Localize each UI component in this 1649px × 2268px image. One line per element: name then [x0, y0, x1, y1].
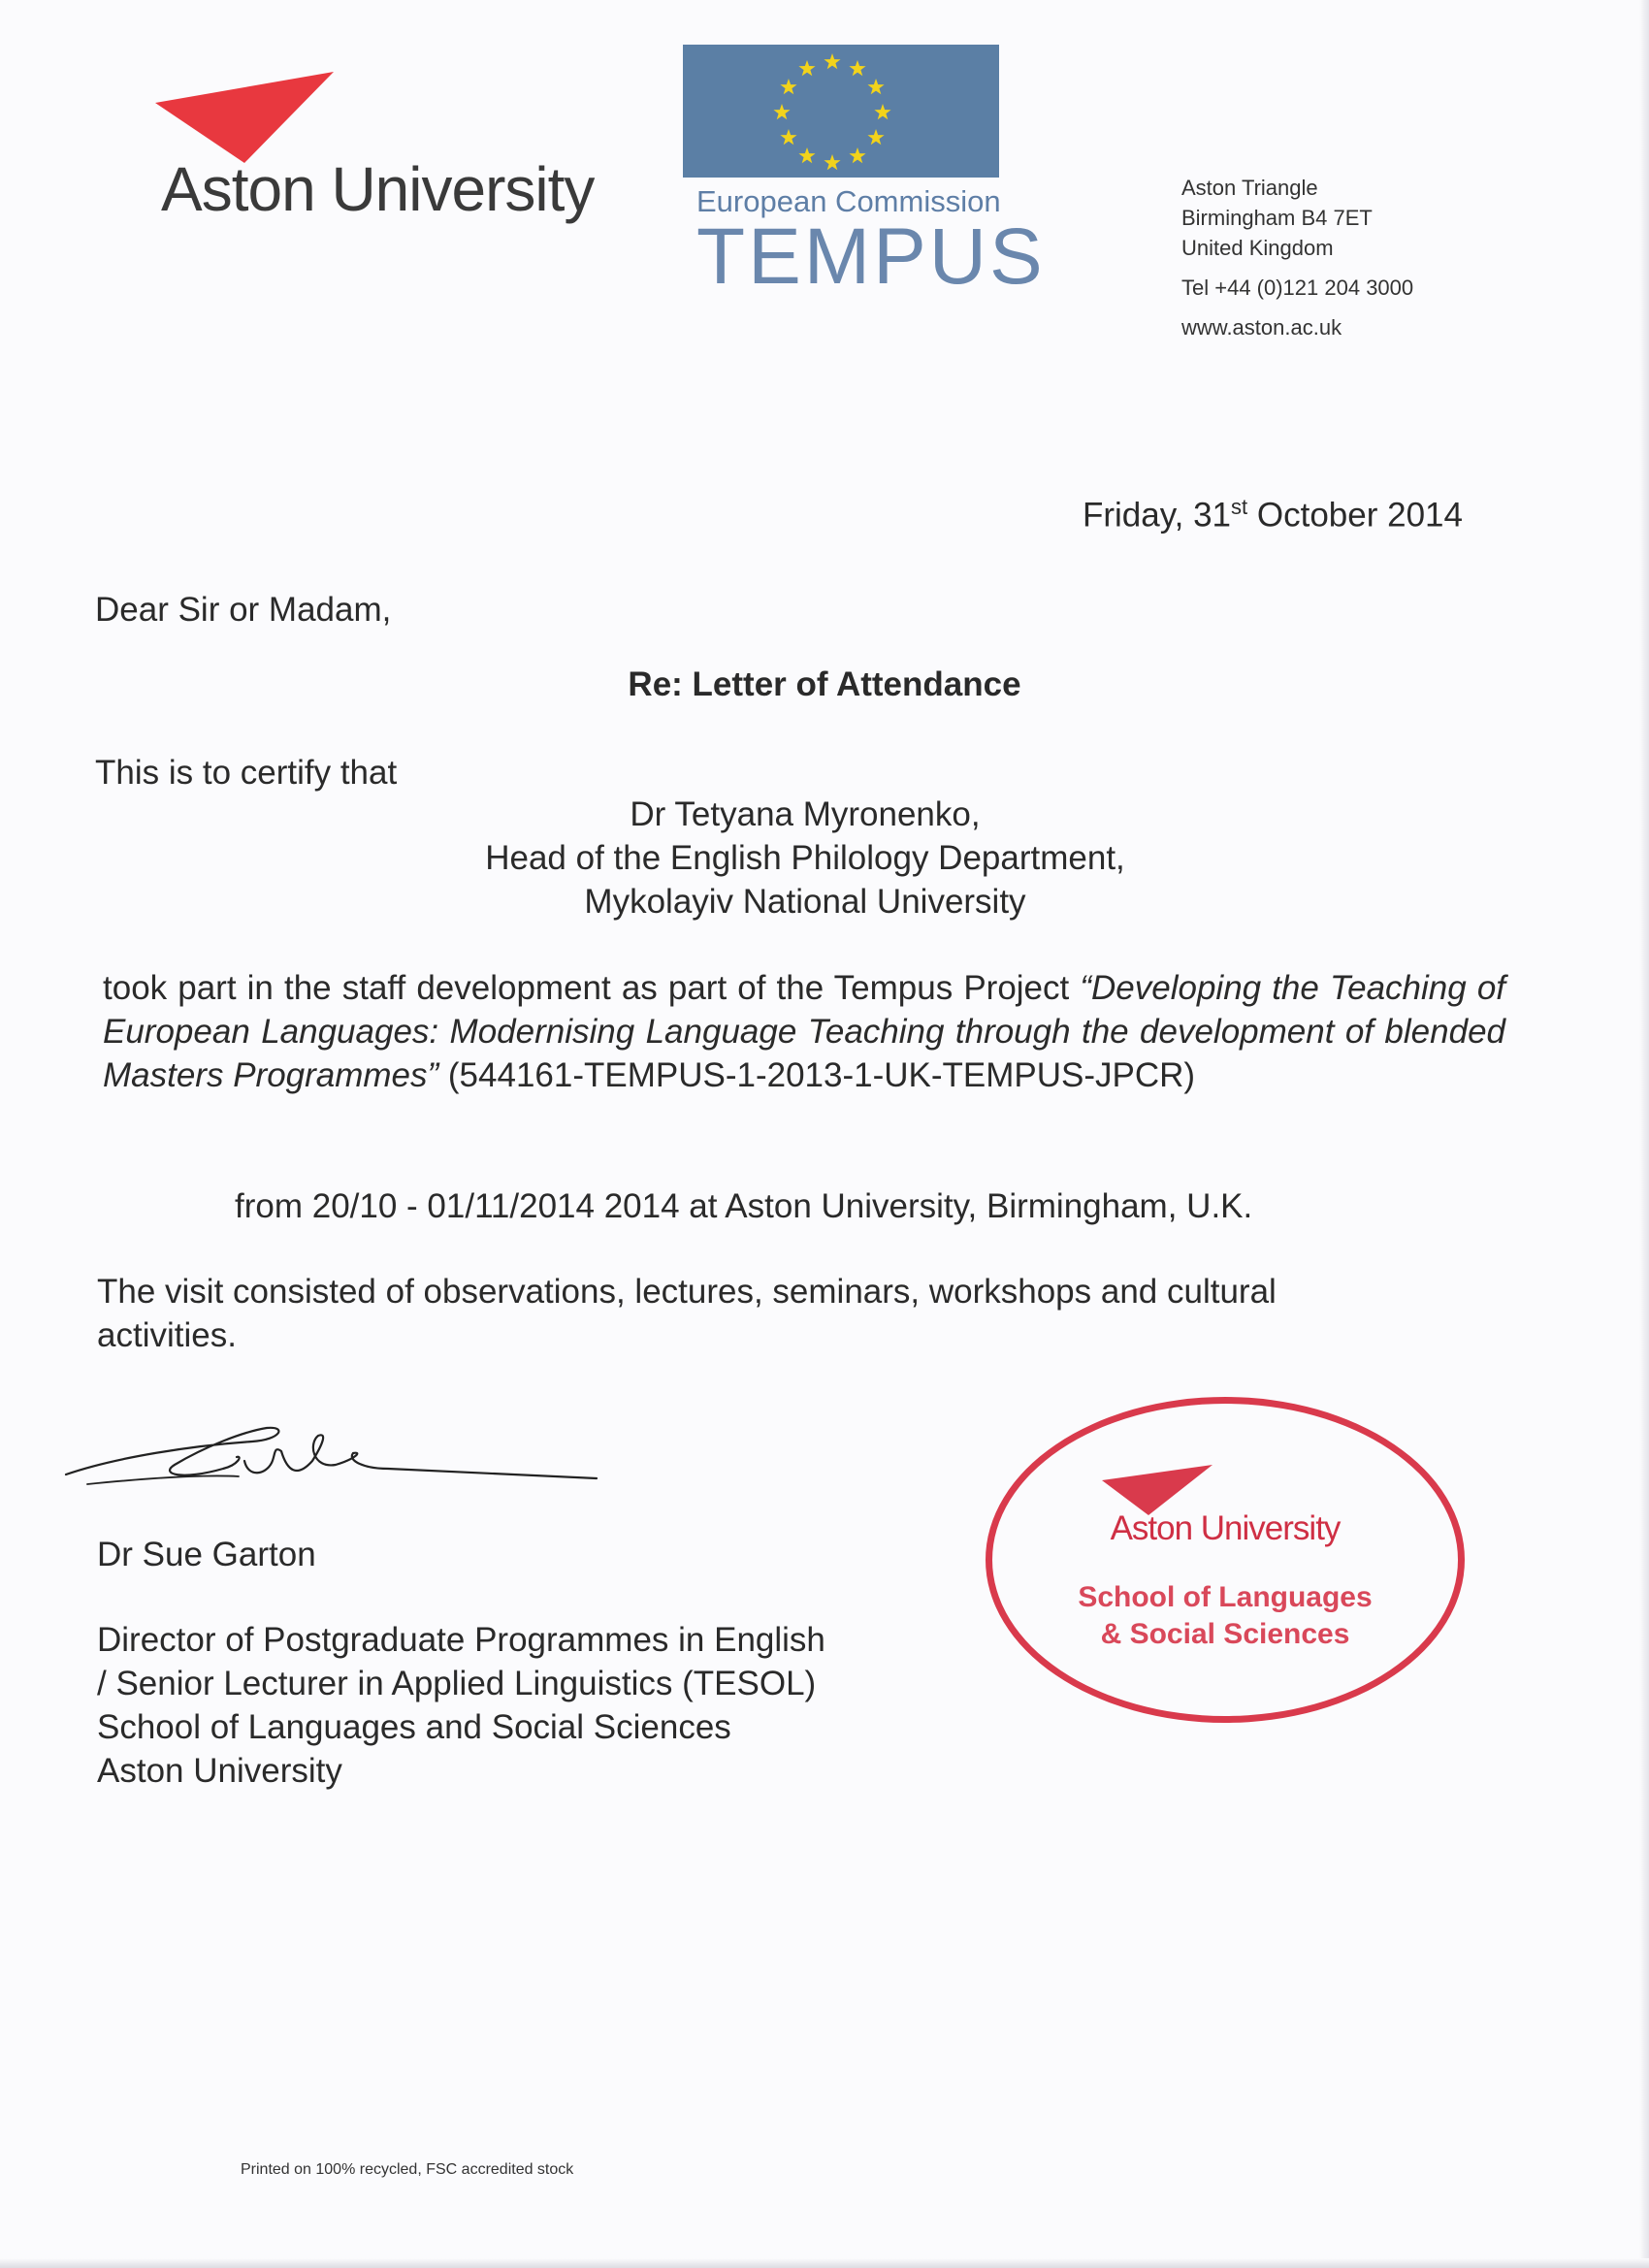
date-month-year: October 2014 [1247, 496, 1463, 535]
project-intro: took part in the staff development as part of the Tempus Project [103, 969, 1081, 1007]
address-line: United Kingdom [1181, 236, 1334, 260]
letter-date [1083, 495, 1463, 535]
eu-star-icon [824, 154, 840, 170]
address-line: Birmingham B4 7ET [1181, 206, 1373, 230]
project-title: “Developing the Teaching of European Languages: Modernising Language Teaching through the development of blended Masters Programmes” [103, 969, 1506, 1094]
visit-description: The visit consisted of observations, lectures, seminars, workshops and cultural activities. [97, 1273, 1277, 1354]
stamp-school-line: & Social Sciences [1100, 1618, 1350, 1650]
letter-subject: Re: Letter of Attendance [628, 665, 1021, 703]
stamp-university-name: Aston University [1110, 1509, 1341, 1547]
stamp-ring [986, 1397, 1465, 1723]
tempus-commission-label: European Commission [696, 184, 1001, 218]
eu-star-icon [874, 104, 890, 119]
eu-star-icon [773, 104, 790, 119]
project-paragraph [103, 966, 1505, 1097]
eu-star-icon [798, 60, 815, 76]
recipient-name: Dr Tetyana Myronenko, [630, 795, 981, 833]
aston-triangle-icon [155, 68, 349, 165]
signer-title-block [97, 1618, 825, 1793]
date-ordinal: st [1231, 495, 1248, 519]
eu-star-icon [824, 53, 840, 69]
signer-name: Dr Sue Garton [97, 1536, 316, 1573]
eu-star-icon [867, 79, 884, 94]
attendance-dates: from 20/10 - 01/11/2014 2014 at Aston University, Birmingham, U.K. [235, 1187, 1253, 1225]
address-telephone: Tel +44 (0)121 204 3000 [1181, 275, 1414, 300]
signer-title-line: Director of Postgraduate Programmes in English [97, 1621, 825, 1659]
page-bottom-shadow [0, 2258, 1649, 2268]
handwritten-signature [58, 1397, 621, 1513]
university-stamp [986, 1397, 1465, 1723]
recipient-block [0, 793, 1610, 923]
eu-star-icon [849, 60, 865, 76]
university-address [1181, 173, 1413, 342]
eu-star-icon [780, 129, 796, 145]
page-edge-shadow [1639, 0, 1649, 2268]
salutation: Dear Sir or Madam, [95, 591, 392, 629]
signer-title-line: / Senior Lecturer in Applied Linguistics (TESOL) [97, 1665, 817, 1702]
address-website: www.aston.ac.uk [1181, 315, 1342, 340]
tempus-wordmark: TEMPUS [696, 212, 1046, 301]
signer-title-line: Aston University [97, 1752, 342, 1790]
eu-star-icon [849, 147, 865, 163]
aston-university-logo [155, 68, 621, 233]
address-line: Aston Triangle [1181, 176, 1318, 200]
stamp-school-name [986, 1579, 1465, 1653]
tempus-logo [683, 45, 1046, 301]
date-day: Friday, 31 [1083, 496, 1232, 535]
eu-star-icon [798, 147, 815, 163]
footer-note: Printed on 100% recycled, FSC accredited stock [241, 2161, 574, 2178]
recipient-institution: Mykolayiv National University [584, 883, 1026, 921]
stamp-school-line: School of Languages [1078, 1581, 1373, 1613]
eu-stars-icon [683, 45, 999, 178]
recipient-role: Head of the English Philology Department, [485, 839, 1125, 877]
eu-flag [683, 45, 999, 178]
project-code: (544161-TEMPUS-1-2013-1-UK-TEMPUS-JPCR) [438, 1056, 1196, 1094]
certify-statement: This is to certify that [95, 754, 398, 792]
eu-star-icon [867, 129, 884, 145]
signer-title-line: School of Languages and Social Sciences [97, 1708, 731, 1746]
eu-star-icon [780, 79, 796, 94]
aston-logo-wordmark: Aston University [161, 154, 595, 224]
